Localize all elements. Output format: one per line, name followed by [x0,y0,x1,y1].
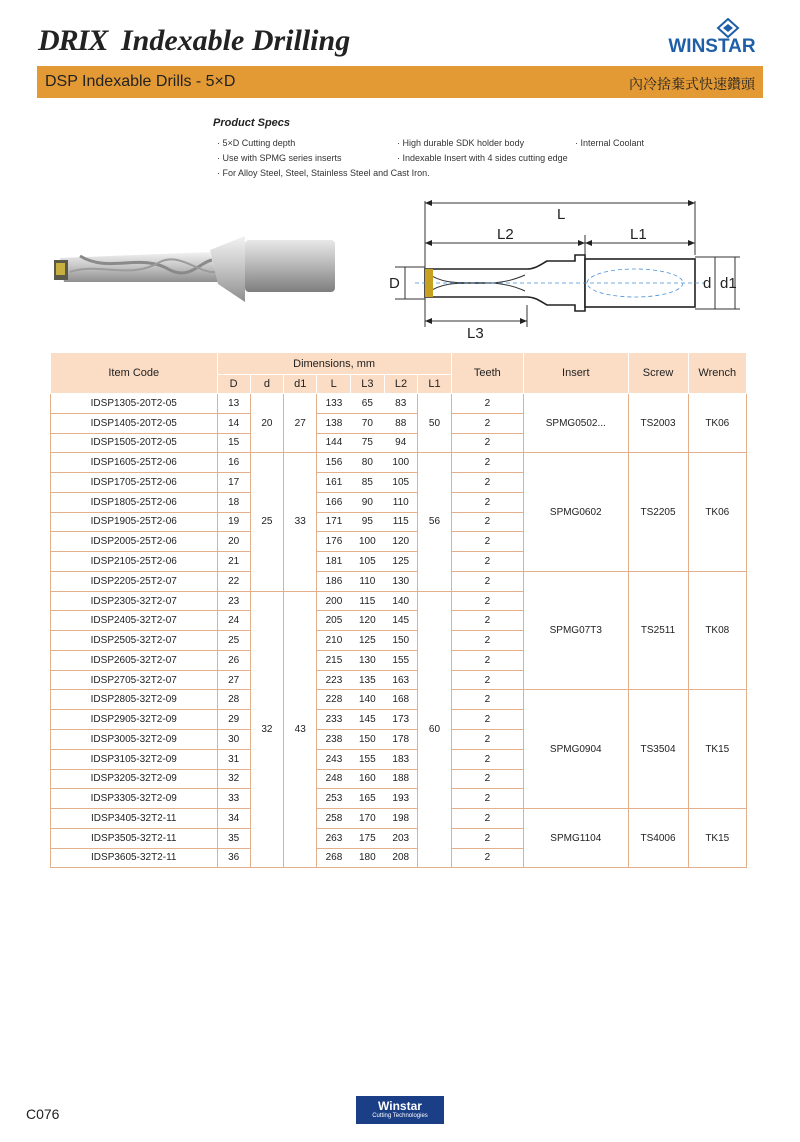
dim-D-cell: 30 [217,730,250,750]
winstar-wordmark: WINSTAR [668,36,756,57]
label-d1: d1 [720,275,737,292]
dim-D-cell: 16 [217,453,250,473]
dim-L3-cell: 120 [351,611,385,631]
teeth-cell: 2 [451,730,523,750]
screw-cell: TS4006 [628,809,688,868]
header-dim-L1: L1 [418,375,451,394]
dim-L-cell: 186 [317,571,351,591]
footer-tagline: Cutting Technologies [372,1113,428,1119]
dim-L-cell: 171 [317,512,351,532]
teeth-cell: 2 [451,749,523,769]
label-L2: L2 [497,226,514,243]
dim-L3-cell: 115 [351,591,385,611]
dim-L2-cell: 198 [384,809,418,829]
teeth-cell: 2 [451,631,523,651]
dim-L2-cell: 120 [384,532,418,552]
item-code-cell: IDSP2205-25T2-07 [51,571,218,591]
dim-L-cell: 161 [317,473,351,493]
label-d: d [703,275,712,292]
item-code-cell: IDSP1405-20T2-05 [51,413,218,433]
item-code-cell: IDSP2305-32T2-07 [51,591,218,611]
item-code-cell: IDSP2405-32T2-07 [51,611,218,631]
header-dimensions: Dimensions, mm [217,353,451,375]
dim-L2-cell: 163 [384,670,418,690]
dim-D-cell: 31 [217,749,250,769]
dim-D-cell: 13 [217,394,250,414]
header-dim-L: L [317,375,351,394]
dim-D-cell: 17 [217,473,250,493]
dim-L2-cell: 94 [384,433,418,453]
item-code-cell: IDSP1505-20T2-05 [51,433,218,453]
dim-L2-cell: 145 [384,611,418,631]
dim-L2-cell: 83 [384,394,418,414]
table-row [51,453,747,473]
dim-D-cell: 33 [217,789,250,809]
dim-D-cell: 36 [217,848,250,868]
table-row [51,571,747,591]
dim-L2-cell: 150 [384,631,418,651]
wrench-cell: TK06 [688,394,746,453]
dim-D-cell: 24 [217,611,250,631]
dim-L2-cell: 188 [384,769,418,789]
item-code-cell: IDSP3605-32T2-11 [51,848,218,868]
dim-L2-cell: 140 [384,591,418,611]
label-L1: L1 [630,226,647,243]
dim-L3-cell: 80 [351,453,385,473]
item-code-cell: IDSP2705-32T2-07 [51,670,218,690]
dim-L3-cell: 165 [351,789,385,809]
dim-L-cell: 176 [317,532,351,552]
teeth-cell: 2 [451,453,523,473]
dim-L2-cell: 178 [384,730,418,750]
dim-D-cell: 32 [217,769,250,789]
dim-L3-cell: 160 [351,769,385,789]
dim-D-cell: 26 [217,650,250,670]
dim-D-cell: 27 [217,670,250,690]
banner-title: DSP Indexable Drills - 5×D [45,73,236,90]
teeth-cell: 2 [451,690,523,710]
dim-L3-cell: 130 [351,650,385,670]
screw-cell: TS2003 [628,394,688,453]
teeth-cell: 2 [451,848,523,868]
table-row [51,394,747,414]
winstar-logo [660,18,764,58]
dim-D-cell: 23 [217,591,250,611]
dim-d-cell: 20 [250,394,283,453]
page-number: C076 [26,1106,60,1122]
dim-D-cell: 29 [217,710,250,730]
header-dim-L3: L3 [351,375,385,394]
dim-L3-cell: 155 [351,749,385,769]
dim-d-cell: 25 [250,453,283,591]
item-code-cell: IDSP2105-25T2-06 [51,552,218,572]
dim-D-cell: 14 [217,413,250,433]
item-code-cell: IDSP1805-25T2-06 [51,492,218,512]
wrench-cell: TK06 [688,453,746,572]
item-code-cell: IDSP2905-32T2-09 [51,710,218,730]
dim-L-cell: 215 [317,650,351,670]
dim-D-cell: 19 [217,512,250,532]
dim-D-cell: 20 [217,532,250,552]
dim-L2-cell: 193 [384,789,418,809]
teeth-cell: 2 [451,413,523,433]
dim-L3-cell: 90 [351,492,385,512]
dim-L3-cell: 105 [351,552,385,572]
dim-L2-cell: 110 [384,492,418,512]
footer-logo [356,1096,444,1124]
item-code-cell: IDSP2505-32T2-07 [51,631,218,651]
dim-L-cell: 228 [317,690,351,710]
page-title: Indexable Drilling [121,24,351,57]
drix-logo: DRIX [38,24,108,57]
dim-L2-cell: 173 [384,710,418,730]
teeth-cell: 2 [451,809,523,829]
item-code-cell: IDSP3305-32T2-09 [51,789,218,809]
winstar-emblem-icon [660,18,764,38]
section-banner [37,66,763,98]
header-dim-d1: d1 [284,375,317,394]
dim-L3-cell: 75 [351,433,385,453]
dim-L2-cell: 100 [384,453,418,473]
dim-L3-cell: 140 [351,690,385,710]
insert-cell: SPMG0904 [524,690,628,809]
dim-L-cell: 253 [317,789,351,809]
dim-D-cell: 22 [217,571,250,591]
dim-L-cell: 181 [317,552,351,572]
dim-D-cell: 18 [217,492,250,512]
item-code-cell: IDSP1605-25T2-06 [51,453,218,473]
dim-L1-cell: 56 [418,453,451,591]
spec-item: · For Alloy Steel, Steel, Stainless Steel and Cast Iron. [217,168,430,178]
dim-L3-cell: 85 [351,473,385,493]
dim-L2-cell: 88 [384,413,418,433]
screw-cell: TS3504 [628,690,688,809]
item-code-cell: IDSP3105-32T2-09 [51,749,218,769]
wrench-cell: TK15 [688,809,746,868]
item-code-cell: IDSP2005-25T2-06 [51,532,218,552]
teeth-cell: 2 [451,828,523,848]
item-code-cell: IDSP3505-32T2-11 [51,828,218,848]
dim-D-cell: 15 [217,433,250,453]
dim-L2-cell: 155 [384,650,418,670]
header-dim-D: D [217,375,250,394]
item-code-cell: IDSP3205-32T2-09 [51,769,218,789]
dim-L1-cell: 50 [418,394,451,453]
teeth-cell: 2 [451,552,523,572]
dim-L3-cell: 175 [351,828,385,848]
dim-D-cell: 25 [217,631,250,651]
wrench-cell: TK08 [688,571,746,690]
dim-L-cell: 166 [317,492,351,512]
dim-L3-cell: 150 [351,730,385,750]
product-specs-heading: Product Specs [213,117,291,129]
table-row [51,690,747,710]
teeth-cell: 2 [451,532,523,552]
dim-L2-cell: 105 [384,473,418,493]
dim-L3-cell: 170 [351,809,385,829]
item-code-cell: IDSP1905-25T2-06 [51,512,218,532]
header-wrench: Wrench [688,353,746,394]
dim-L3-cell: 95 [351,512,385,532]
dim-d-cell: 32 [250,591,283,868]
table-row [51,809,747,829]
header-dim-d: d [250,375,283,394]
item-code-cell: IDSP2805-32T2-09 [51,690,218,710]
spec-item: · Use with SPMG series inserts [217,153,342,163]
teeth-cell: 2 [451,591,523,611]
dim-L3-cell: 180 [351,848,385,868]
dim-L-cell: 238 [317,730,351,750]
dim-d1-cell: 27 [284,394,317,453]
teeth-cell: 2 [451,512,523,532]
item-code-cell: IDSP2605-32T2-07 [51,650,218,670]
teeth-cell: 2 [451,433,523,453]
footer-company: Winstar [378,1099,422,1113]
item-code-cell: IDSP3005-32T2-09 [51,730,218,750]
dim-L2-cell: 115 [384,512,418,532]
screw-cell: TS2511 [628,571,688,690]
banner-subtitle: 內冷捨棄式快速鑽頭 [629,76,755,92]
dim-D-cell: 21 [217,552,250,572]
dim-L3-cell: 125 [351,631,385,651]
teeth-cell: 2 [451,394,523,414]
insert-cell: SPMG1104 [524,809,628,868]
insert-cell: SPMG0602 [524,453,628,572]
header-item-code: Item Code [51,353,218,394]
spec-item: · 5×D Cutting depth [217,138,296,148]
teeth-cell: 2 [451,611,523,631]
item-code-cell: IDSP1305-20T2-05 [51,394,218,414]
wrench-cell: TK15 [688,690,746,809]
dim-L2-cell: 168 [384,690,418,710]
dim-L2-cell: 208 [384,848,418,868]
dim-L-cell: 248 [317,769,351,789]
dim-L3-cell: 135 [351,670,385,690]
dim-L1-cell: 60 [418,591,451,868]
teeth-cell: 2 [451,670,523,690]
dim-d1-cell: 33 [284,453,317,591]
dim-L-cell: 138 [317,413,351,433]
dim-L-cell: 258 [317,809,351,829]
dim-L3-cell: 100 [351,532,385,552]
drill-product-image [50,222,340,312]
dim-L-cell: 223 [317,670,351,690]
teeth-cell: 2 [451,710,523,730]
dimension-diagram [385,195,760,345]
dim-L-cell: 243 [317,749,351,769]
dim-L2-cell: 203 [384,828,418,848]
dim-L3-cell: 65 [351,394,385,414]
dim-L3-cell: 145 [351,710,385,730]
dim-L-cell: 144 [317,433,351,453]
dim-L-cell: 263 [317,828,351,848]
dim-d1-cell: 43 [284,591,317,868]
dim-L-cell: 268 [317,848,351,868]
spec-item: · High durable SDK holder body [397,138,525,148]
header-screw: Screw [628,353,688,394]
dim-L-cell: 200 [317,591,351,611]
dim-L3-cell: 110 [351,571,385,591]
insert-cell: SPMG07T3 [524,571,628,690]
teeth-cell: 2 [451,473,523,493]
dim-L3-cell: 70 [351,413,385,433]
screw-cell: TS2205 [628,453,688,572]
specification-table [50,352,747,868]
teeth-cell: 2 [451,650,523,670]
item-code-cell: IDSP3405-32T2-11 [51,809,218,829]
dim-L-cell: 210 [317,631,351,651]
dim-L-cell: 133 [317,394,351,414]
dim-L2-cell: 183 [384,749,418,769]
teeth-cell: 2 [451,571,523,591]
header-insert: Insert [524,353,628,394]
label-D: D [389,275,400,292]
teeth-cell: 2 [451,769,523,789]
dim-D-cell: 35 [217,828,250,848]
header-teeth: Teeth [451,353,523,394]
dim-D-cell: 28 [217,690,250,710]
dim-L-cell: 233 [317,710,351,730]
label-L: L [557,206,566,223]
dim-L-cell: 205 [317,611,351,631]
teeth-cell: 2 [451,492,523,512]
insert-cell: SPMG0502... [524,394,628,453]
spec-item: · Indexable Insert with 4 sides cutting edge [397,153,568,163]
label-L3: L3 [467,325,484,342]
header-dim-L2: L2 [384,375,418,394]
dim-D-cell: 34 [217,809,250,829]
teeth-cell: 2 [451,789,523,809]
item-code-cell: IDSP1705-25T2-06 [51,473,218,493]
dim-L2-cell: 125 [384,552,418,572]
dim-L2-cell: 130 [384,571,418,591]
spec-item: · Internal Coolant [575,138,645,148]
dim-L-cell: 156 [317,453,351,473]
